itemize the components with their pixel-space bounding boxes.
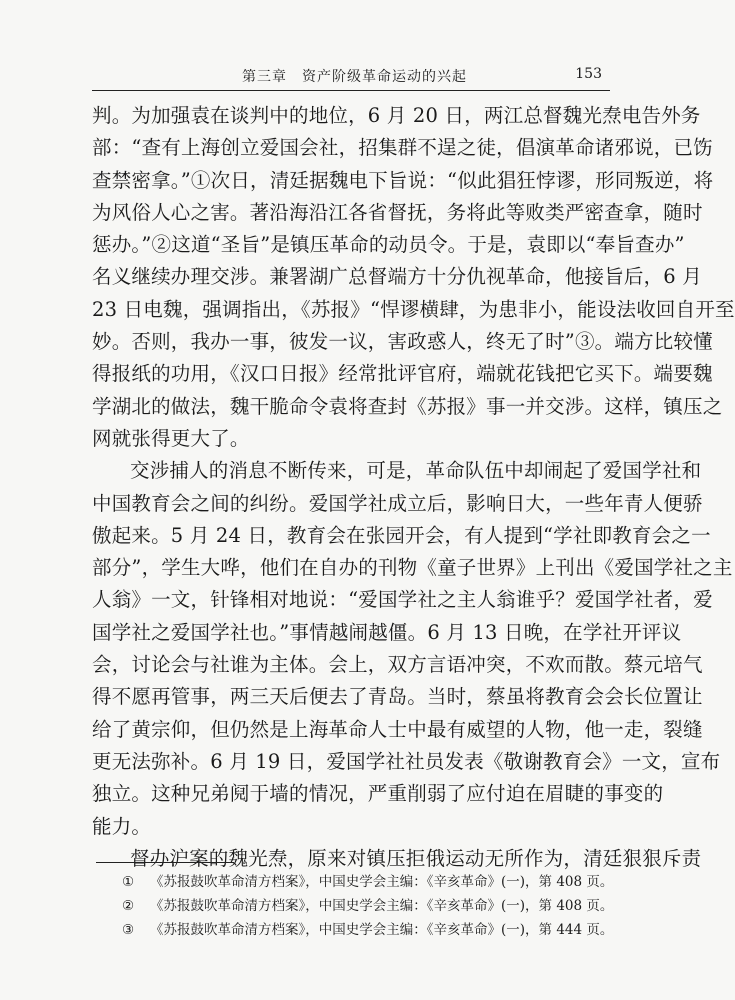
text-line: 督办沪案的魏光焘，原来对镇压拒俄运动无所作为，清廷狠狠斥责 (130, 846, 702, 870)
text-line: 中国教育会之间的纠纷。爱国学社成立后，影响日大，一些年青人便骄 (92, 491, 703, 515)
text-line: 交涉捕人的消息不断传来，可是，革命队伍中却闹起了爱国学社和 (130, 459, 702, 483)
text-line: 惩办。”②这道“圣旨”是镇压革命的动员令。于是，袁即以“奉旨查办” (92, 233, 685, 257)
footnote (122, 918, 622, 942)
footnotes (122, 870, 622, 942)
text-line: 会，讨论会与社谁为主体。会上，双方言语冲突，不欢而散。蔡元培气 (92, 653, 703, 677)
text-line: 网就张得更大了。 (92, 426, 250, 450)
text-line: 学湖北的做法，魏干脆命令袁将查封《苏报》事一并交涉。这样，镇压之 (92, 394, 723, 418)
body-text (92, 100, 735, 875)
footnote-rule (96, 862, 234, 863)
footnote-text: 《苏报鼓吹革命清方档案》，中国史学会主编：《辛亥革命》(一)，第 408 页。 (150, 874, 614, 890)
header-rule (92, 90, 610, 91)
text-line: 更无法弥补。6 月 19 日，爱国学社社员发表《敬谢教育会》一文，宣布 (92, 749, 721, 773)
text-line: 部：“查有上海创立爱国会社，招集群不逞之徒，倡演革命诸邪说，已饬 (92, 136, 713, 160)
footnote-text: 《苏报鼓吹革命清方档案》，中国史学会主编：《辛亥革命》(一)，第 444 页。 (150, 922, 614, 938)
footnote-mark: ① (122, 874, 135, 890)
text-line: 判。为加强袁在谈判中的地位，6 月 20 日，两江总督魏光焘电告外务 (92, 104, 701, 127)
text-line: 能力。 (92, 814, 152, 838)
text-line: 23 日电魏，强调指出，《苏报》“悍谬横肆，为患非小，能设法收回自开至 (92, 297, 735, 321)
text-line: 得报纸的功用，《汉口日报》经常批评官府，端就花钱把它买下。端要魏 (92, 362, 713, 386)
text-line: 部分”，学生大哗，他们在自办的刊物《童子世界》上刊出《爱国学社之主 (92, 556, 733, 580)
chapter-title: 第三章 资产阶级革命运动的兴起 (242, 69, 467, 85)
text-line: 得不愿再管事，两三天后便去了青岛。当时，蔡虽将教育会会长位置让 (92, 685, 703, 709)
footnote-mark: ② (122, 898, 135, 914)
text-line: 查禁密拿。”①次日，清廷据魏电下旨说：“似此猖狂悖谬，形同叛逆，将 (92, 168, 714, 192)
text-line: 名义继续办理交涉。兼署湖广总督端方十分仇视革命，他接旨后，6 月 (92, 265, 703, 289)
footnote-text: 《苏报鼓吹革命清方档案》，中国史学会主编：《辛亥革命》(一)，第 408 页。 (150, 898, 614, 914)
text-line: 为风俗人心之害。著沿海沿江各省督抚，务将此等败类严密查拿，随时 (92, 200, 703, 224)
running-header (92, 66, 612, 86)
page-number: 153 (575, 66, 602, 82)
text-line: 妙。否则，我办一事，彼发一议，害政惑人，终无了时”③。端方比较懂 (92, 330, 713, 354)
footnote-mark: ③ (122, 922, 135, 938)
text-line: 给了黄宗仰，但仍然是上海革命人士中最有威望的人物，他一走，裂缝 (92, 717, 703, 741)
footnote (122, 894, 622, 918)
text-line: 独立。这种兄弟阋于墙的情况，严重削弱了应付迫在眉睫的事变的 (92, 782, 664, 806)
text-line: 人翁》一文，针锋相对地说：“爱国学社之主人翁谁乎？爱国学社者，爱 (92, 588, 713, 612)
text-line: 傲起来。5 月 24 日，教育会在张园开会，有人提到“学社即教育会之一 (92, 523, 711, 547)
footnote (122, 870, 622, 894)
text-line: 国学社之爱国学社也。”事情越闹越僵。6 月 13 日晚，在学社开评议 (92, 620, 682, 644)
